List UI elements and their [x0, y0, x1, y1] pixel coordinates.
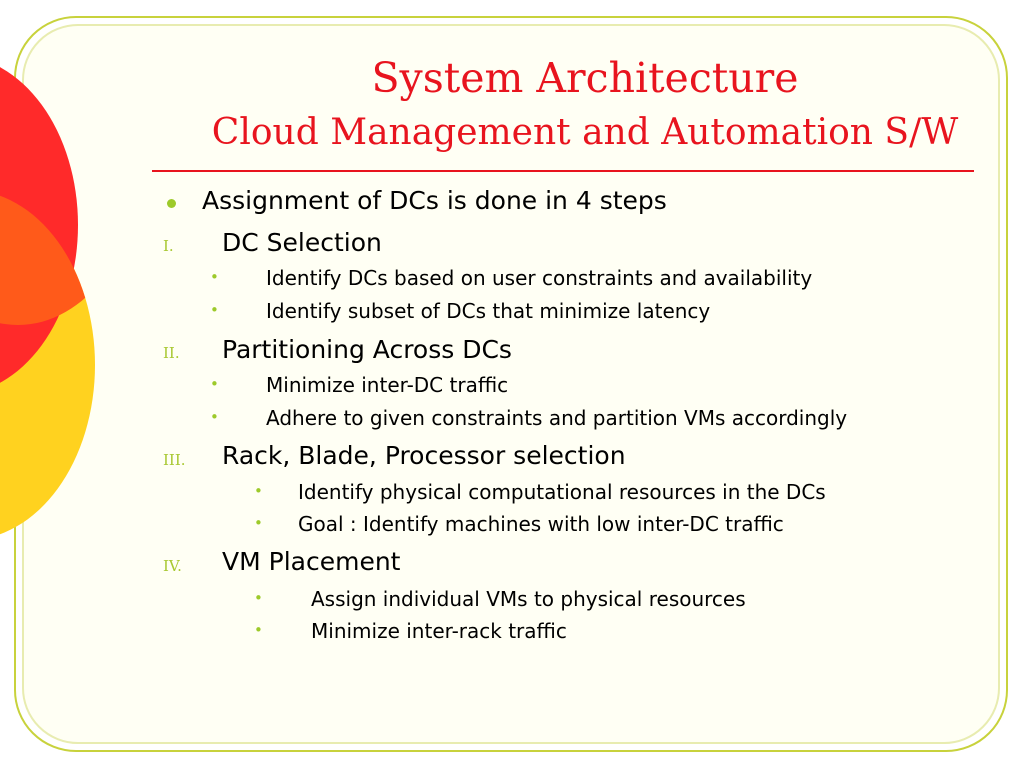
- slide-title: System Architecture: [371, 54, 799, 102]
- step-label: Partitioning Across DCs: [222, 335, 512, 364]
- bullet-dot-icon: •: [210, 301, 219, 319]
- step-bullet: Identify DCs based on user constraints and availability: [266, 266, 813, 290]
- step-numeral: II.: [163, 344, 180, 362]
- bullet-dot-icon: •: [254, 589, 263, 607]
- step-bullet: Adhere to given constraints and partition VMs accordingly: [266, 406, 848, 430]
- slide-subtitle: Cloud Management and Automation S/W: [211, 112, 959, 153]
- bullet-dot-icon: •: [210, 268, 219, 286]
- bullet-dot-icon: •: [210, 408, 219, 426]
- step-bullet: Minimize inter-DC traffic: [266, 373, 509, 397]
- bullet-dot-icon: •: [254, 482, 263, 500]
- step-label: DC Selection: [222, 228, 382, 257]
- step-bullet: Identify physical computational resources in the DCs: [298, 480, 826, 504]
- bullet-dot-icon: [167, 199, 176, 208]
- step-numeral: III.: [163, 451, 186, 469]
- step-numeral: I.: [163, 237, 174, 255]
- step-bullet: Goal : Identify machines with low inter-DC traffic: [298, 512, 784, 536]
- step-bullet: Identify subset of DCs that minimize latency: [266, 299, 711, 323]
- bullet-dot-icon: •: [254, 514, 263, 532]
- step-numeral: IV.: [163, 557, 182, 575]
- bullet-dot-icon: •: [254, 621, 263, 639]
- step-bullet: Minimize inter-rack traffic: [311, 619, 567, 643]
- bullet-dot-icon: •: [210, 375, 219, 393]
- step-label: Rack, Blade, Processor selection: [222, 441, 626, 470]
- intro-text: Assignment of DCs is done in 4 steps: [202, 186, 667, 215]
- step-bullet: Assign individual VMs to physical resources: [311, 587, 746, 611]
- step-label: VM Placement: [222, 547, 401, 576]
